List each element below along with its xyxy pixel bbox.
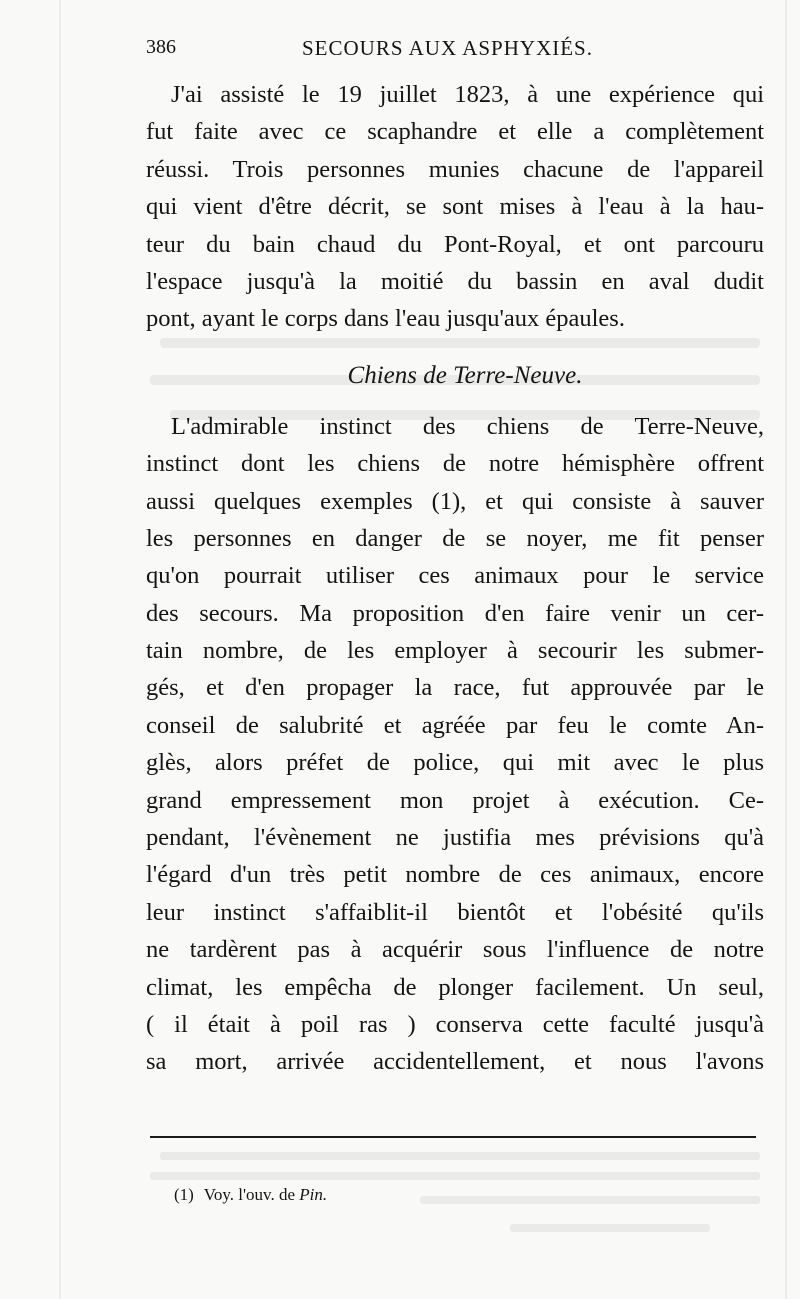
paragraph-line: leur instinct s'affaiblit-il bientôt et l'obésité qu'ils: [146, 898, 764, 926]
section-heading: Chiens de Terre-Neuve.: [347, 361, 583, 389]
footnote-author: Pin.: [299, 1185, 328, 1204]
paragraph-line: instinct dont les chiens de notre hémisphère offrent: [146, 450, 764, 478]
paragraph-line: les personnes en danger de se noyer, me fit penser: [146, 524, 764, 552]
paragraph-line: gés, et d'en propager la race, fut approuvée par le: [146, 674, 764, 702]
paragraph-line: tain nombre, de les employer à secourir les submer-: [146, 637, 764, 665]
paragraph-line: ( il était à poil ras ) conserva cette faculté jusqu'à: [146, 1010, 764, 1038]
footnote: [174, 1185, 327, 1205]
paragraph-line: ne tardèrent pas à acquérir sous l'influence de notre: [146, 936, 764, 964]
paragraph-line: pendant, l'évènement ne justifia mes prévisions qu'à: [146, 824, 764, 852]
paragraph-line: glès, alors préfet de police, qui mit avec le plus: [146, 749, 764, 777]
paragraph-line: qui vient d'être décrit, se sont mises à l'eau à la hau-: [146, 193, 764, 221]
paragraph-line: l'espace jusqu'à la moitié du bassin en aval dudit: [146, 267, 764, 295]
paragraph-line: aussi quelques exemples (1), et qui consiste à sauver: [146, 487, 764, 515]
paragraph-line: sa mort, arrivée accidentellement, et nous l'avons: [146, 1048, 764, 1076]
footnote-rule: [150, 1136, 756, 1138]
paragraph-line: qu'on pourrait utiliser ces animaux pour le service: [146, 562, 764, 590]
footnote-text: Voy. l'ouv. de: [203, 1185, 295, 1204]
paragraph-line: l'égard d'un très petit nombre de ces animaux, encore: [146, 861, 764, 889]
paragraph-line: pont, ayant le corps dans l'eau jusqu'aux épaules.: [146, 305, 625, 333]
paragraph-line: grand empressement mon projet à exécution. Ce-: [146, 786, 764, 814]
paragraph-line: climat, les empêcha de plonger facilement. Un seul,: [146, 973, 764, 1001]
running-title: SECOURS AUX ASPHYXIÉS.: [302, 36, 593, 60]
paragraph-line: fut faite avec ce scaphandre et elle a complètement: [146, 118, 764, 146]
paragraph-line: réussi. Trois personnes munies chacune de l'appareil: [146, 155, 764, 183]
paragraph-line: conseil de salubrité et agréée par feu le comte An-: [146, 711, 764, 739]
paragraph-line: L'admirable instinct des chiens de Terre-Neuve,: [171, 412, 764, 440]
footnote-mark: (1): [174, 1185, 194, 1204]
paragraph-line: J'ai assisté le 19 juillet 1823, à une expérience qui: [171, 81, 764, 108]
body-text: [146, 76, 764, 1081]
page-number: 386: [146, 36, 176, 58]
paragraph-line: des secours. Ma proposition d'en faire venir un cer-: [146, 599, 764, 627]
running-header: [146, 36, 616, 66]
paragraph-line: teur du bain chaud du Pont-Royal, et ont parcouru: [146, 230, 764, 258]
